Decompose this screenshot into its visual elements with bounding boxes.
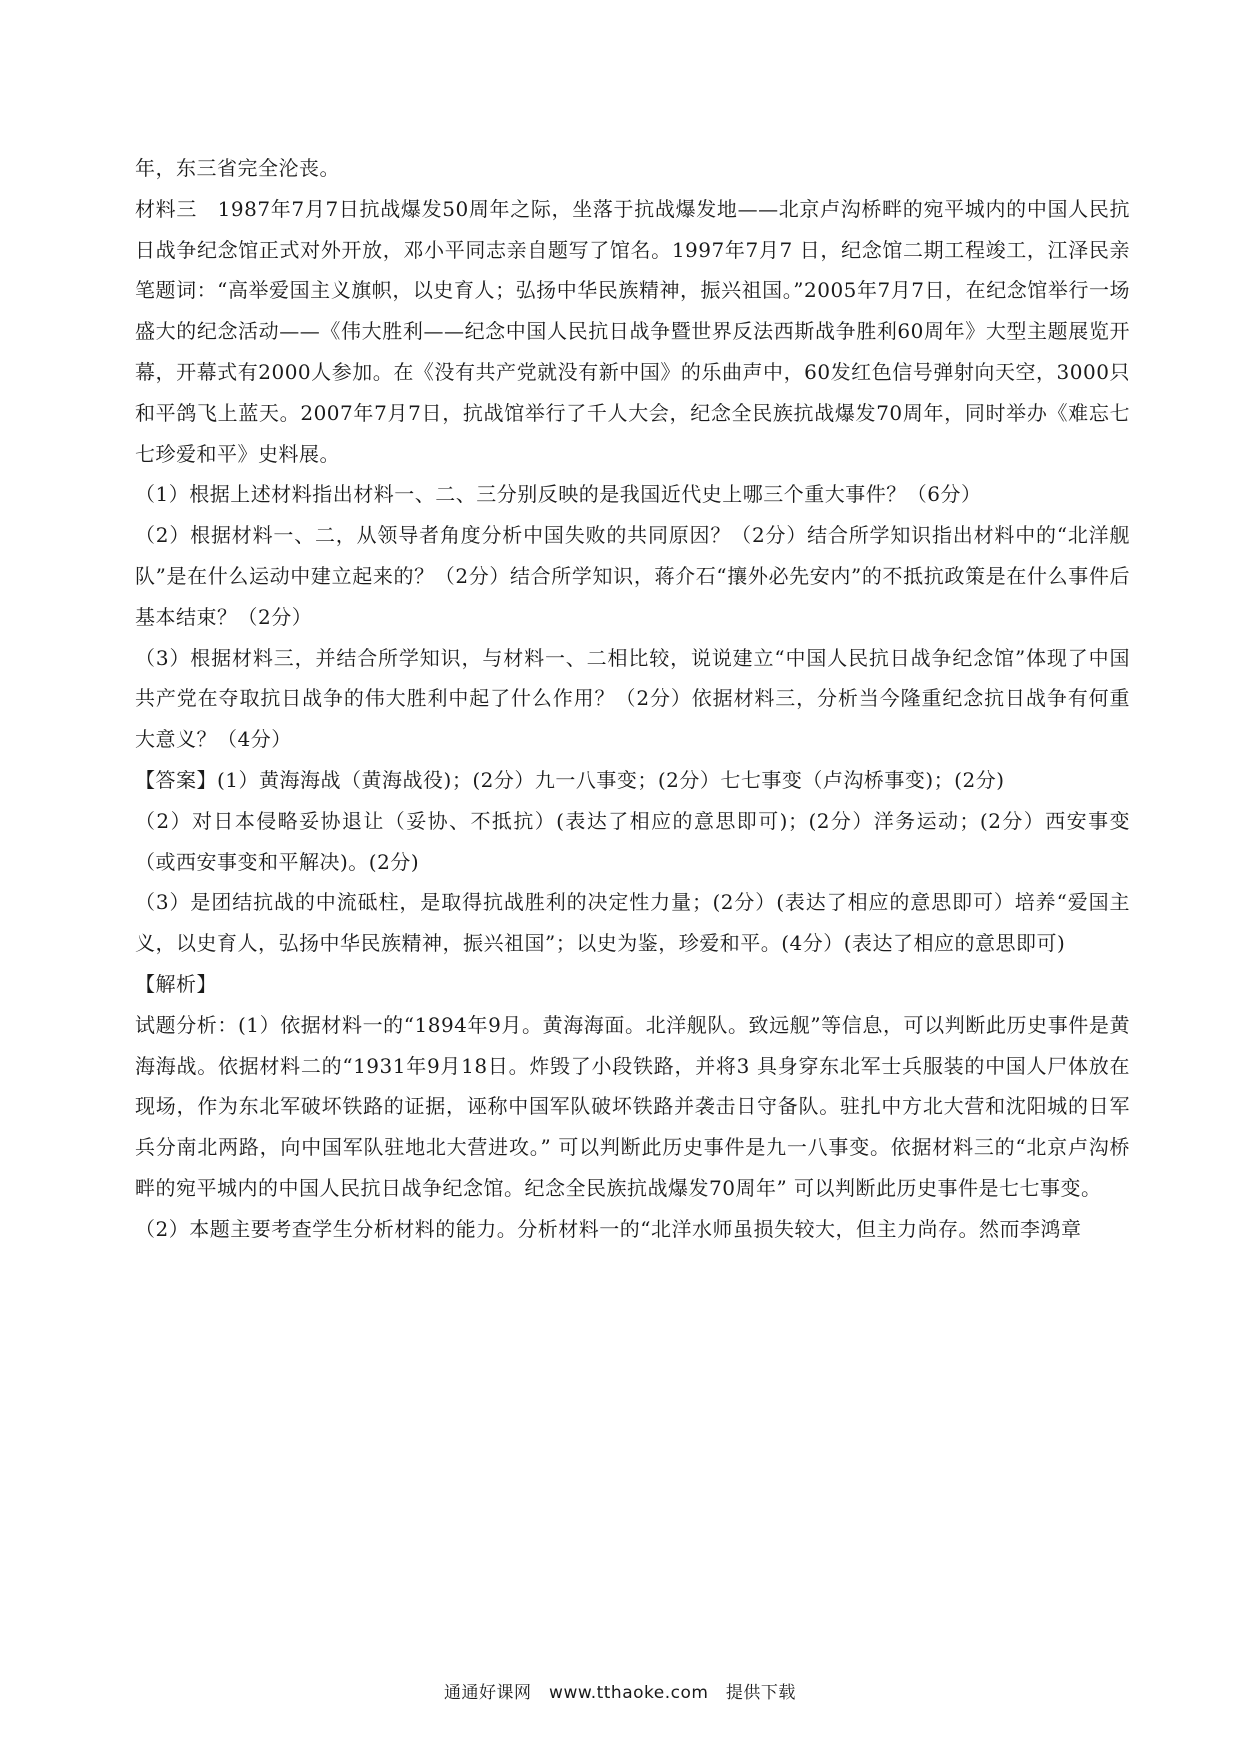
answer-2: （2）对日本侵略妥协退让（妥协、不抵抗）(表达了相应的意思即可)；(2分）洋务运动；(2分）西安事变（或西安事变和平解决)。(2分) — [135, 808, 1130, 874]
analysis-1: 试题分析：(1）依据材料一的“1894年9月。黄海海面。北洋舰队。致远舰”等信息，可以判断此历史事件是黄海海战。依据材料二的“1931年9月18日。炸毁了小段铁路，并将3 具身穿东北军士兵服装的中国人尸体放在现场，作为东北军破坏铁路的证据，诬称中国军队破坏铁路并袭击日守备队。驻扎中方北大营和沈阳城的日军兵分南北两路，向中国军队驻地北大营进攻。” 可以判断此历史事件是九一八事变。依据材料三的“北京卢沟桥畔的宛平城内的中国人民抗日战争纪念馆。纪念全民族抗战爆发70周年” 可以判断此历史事件是七七事变。 — [135, 1012, 1130, 1200]
analysis-2: （2）本题主要考查学生分析材料的能力。分析材料一的“北洋水师虽损失较大，但主力尚存。然而李鸿章 — [135, 1216, 1082, 1241]
question-2: （2）根据材料一、二，从领导者角度分析中国失败的共同原因？（2分）结合所学知识指出材料中的“北洋舰队”是在什么运动中建立起来的？（2分）结合所学知识，蒋介石“攘外必先安内”的不抵抗政策是在什么事件后基本结束？（2分） — [135, 523, 1130, 629]
question-1: （1）根据上述材料指出材料一、二、三分别反映的是我国近代史上哪三个重大事件？（6分） — [135, 482, 982, 507]
answer-3: （3）是团结抗战的中流砥柱，是取得抗战胜利的决定性力量；(2分）(表达了相应的意思即可）培养“爱国主义，以史育人，弘扬中华民族精神，振兴祖国”；以史为鉴，珍爱和平。(4分）(表达了相应的意思即可) — [135, 890, 1130, 956]
paragraph-material-three: 材料三 1987年7月7日抗战爆发50周年之际，坐落于抗战爆发地——北京卢沟桥畔的宛平城内的中国人民抗日战争纪念馆正式对外开放，邓小平同志亲自题写了馆名。1997年7月7 日，纪念馆二期工程竣工，江泽民亲笔题词：“高举爱国主义旗帜，以史育人；弘扬中华民族精神，振兴祖国。”2005年7月7日，在纪念馆举行一场盛大的纪念活动——《伟大胜利——纪念中国人民抗日战争暨世界反法西斯战争胜利60周年》大型主题展览开幕，开幕式有2000人参加。在《没有共产党就没有新中国》的乐曲声中，60发红色信号弹射向天空，3000只和平鸽飞上蓝天。2007年7月7日，抗战馆举行了千人大会，纪念全民族抗战爆发70周年，同时举办《难忘七七珍爱和平》史料展。 — [135, 196, 1130, 466]
answer-1: 【答案】(1）黄海海战（黄海战役)；(2分）九一八事变；(2分）七七事变（卢沟桥事变)；(2分) — [135, 767, 1005, 792]
analysis-heading: 【解析】 — [135, 971, 217, 996]
paragraph-continuation: 年，东三省完全沦丧。 — [135, 156, 340, 180]
document-body — [135, 148, 1130, 1250]
page-footer: 通通好课网 www.tthaoke.com 提供下载 — [444, 1683, 796, 1703]
question-3: （3）根据材料三，并结合所学知识，与材料一、二相比较，说说建立“中国人民抗日战争纪念馆”体现了中国共产党在夺取抗日战争的伟大胜利中起了什么作用？（2分）依据材料三，分析当今隆重纪念抗日战争有何重大意义？（4分） — [135, 645, 1130, 752]
